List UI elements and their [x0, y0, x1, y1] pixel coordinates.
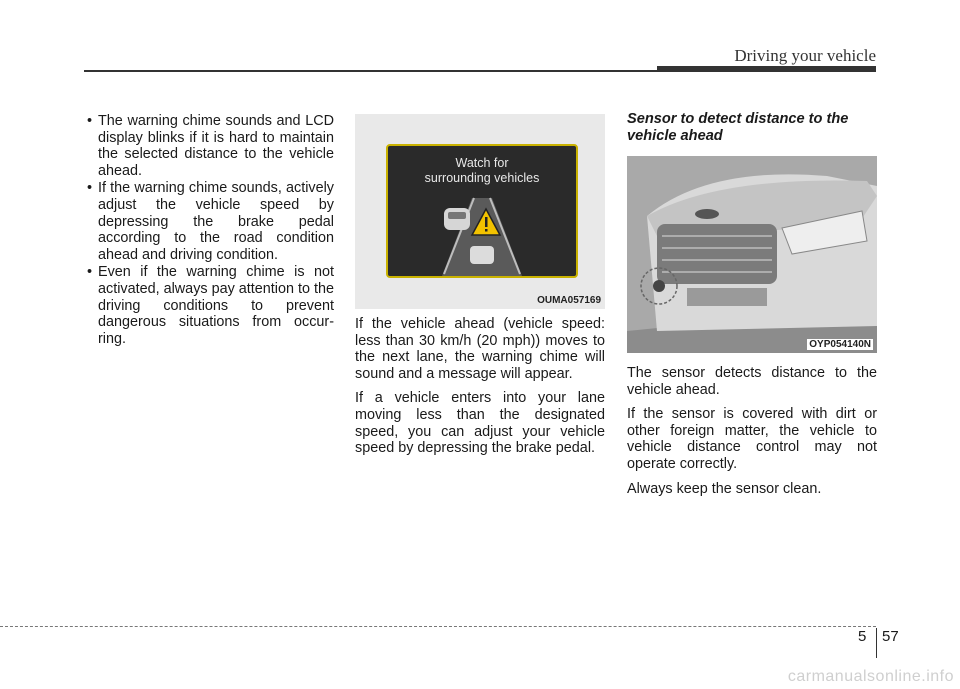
- footer-rule: [0, 626, 876, 627]
- paragraph: If the sensor is covered with dirt or other foreign matter, the vehicle to vehicle distance control may not operate correctly.: [627, 406, 877, 472]
- column-2: [355, 316, 605, 465]
- car-front-photo: [627, 156, 877, 353]
- paragraph: If the vehicle ahead (vehicle speed: less than 30 km/h (20 mph)) moves to the next lane, the warning chime will sound and a message will appear.: [355, 316, 605, 382]
- lcd-warning-figure: [355, 114, 605, 309]
- bullet-item: • The warning chime sounds and LCD display blinks if it is hard to maintain the selected distance to the vehicle ahead.: [84, 113, 334, 179]
- bullet-item: • Even if the warning chime is not activated, always pay attention to the driving conditions to prevent dangerous situations from occur-ring.: [84, 264, 334, 347]
- figure-caption: OYP054140N: [809, 339, 871, 350]
- header-rule-thick: [657, 66, 876, 72]
- header-rule-thin: [84, 70, 657, 72]
- car-grille: [657, 224, 777, 284]
- section-title: Sensor to detect distance to the vehicle ahead: [627, 111, 849, 144]
- license-plate-area: [687, 288, 767, 306]
- lcd-message-line-1: Watch for: [455, 156, 509, 170]
- lane-illustration: [388, 146, 576, 276]
- brand-emblem-icon: [695, 209, 719, 219]
- paragraph: Always keep the sensor clean.: [627, 480, 822, 497]
- chapter-number: 5: [858, 628, 867, 645]
- warning-bullet-list: [84, 113, 334, 347]
- watermark: carmanualsonline.info: [787, 668, 954, 685]
- page-number-divider: [876, 628, 877, 658]
- surrounding-car-icon: [444, 208, 470, 230]
- column-3: [627, 365, 877, 505]
- sensor-photo-figure: [627, 156, 877, 353]
- paragraph: If a vehicle enters into your lane moving less than the designated speed, you can adjust your vehicle speed by depressing the brake pedal.: [355, 390, 605, 457]
- bullet-item: • If the warning chime sounds, actively adjust the vehicle speed by depressing the brake pedal according to the road condition ahead and driving condition.: [84, 180, 334, 263]
- column-1: [84, 113, 334, 348]
- paragraph: The sensor detects distance to the vehicle ahead.: [627, 365, 877, 398]
- page-number: 57: [882, 628, 899, 645]
- own-car-icon: [470, 246, 494, 264]
- figure-caption: OUMA057169: [537, 295, 601, 306]
- lcd-message-line-2: surrounding vehicles: [424, 171, 540, 185]
- page-header-title: Driving your vehicle: [734, 46, 876, 65]
- lcd-display: [386, 144, 578, 278]
